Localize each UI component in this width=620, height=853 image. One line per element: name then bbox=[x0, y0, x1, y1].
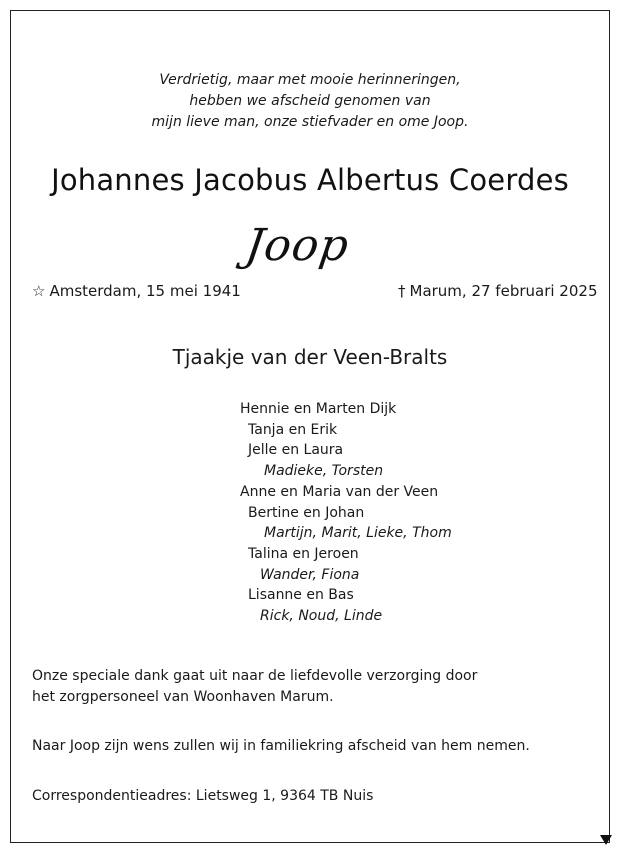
intro-line-3: mijn lieve man, onze stiefvader en ome Joop. bbox=[151, 114, 469, 130]
thanks-line-1: Onze speciale dank gaat uit naar de liefdevolle verzorging door bbox=[32, 668, 478, 684]
intro-line-1: Verdrietig, maar met mooie herinneringen, bbox=[159, 72, 461, 88]
death-info bbox=[398, 282, 597, 300]
family-member-row: Rick, Noud, Linde bbox=[260, 608, 383, 625]
star-icon: ☆ bbox=[32, 282, 46, 300]
family-member-row: Tanja en Erik bbox=[248, 421, 338, 438]
birth-place-date: Amsterdam, 15 mei 1941 bbox=[49, 282, 241, 300]
family-member-row: Talina en Jeroen bbox=[248, 545, 359, 562]
death-place-date: Marum, 27 februari 2025 bbox=[409, 282, 598, 300]
funeral-note: Naar Joop zijn wens zullen wij in familiekring afscheid van hem nemen. bbox=[32, 738, 530, 754]
scroll-down-arrow-icon[interactable] bbox=[600, 835, 612, 845]
birth-info bbox=[32, 282, 241, 300]
family-member-row: Wander, Fiona bbox=[260, 566, 360, 583]
thanks-line-2: het zorgpersoneel van Woonhaven Marum. bbox=[32, 689, 334, 705]
family-member-row: Anne en Maria van der Veen bbox=[240, 483, 439, 500]
family-member-row: Jelle en Laura bbox=[248, 442, 344, 459]
family-list bbox=[240, 399, 452, 627]
family-member-row: Martijn, Marit, Lieke, Thom bbox=[264, 525, 452, 542]
intro-line-2: hebben we afscheid genomen van bbox=[189, 93, 431, 109]
correspondence-address: Correspondentieadres: Lietsweg 1, 9364 TB Nuis bbox=[32, 788, 374, 804]
family-member-row: Lisanne en Bas bbox=[248, 587, 354, 604]
family-member-row: Bertine en Johan bbox=[248, 504, 365, 521]
deceased-nickname: Joop bbox=[242, 220, 353, 271]
cross-icon: † bbox=[398, 282, 406, 300]
family-member-row: Hennie en Marten Dijk bbox=[240, 401, 397, 417]
spouse-name: Tjaakje van der Veen-Bralts bbox=[172, 345, 448, 369]
thanks-text bbox=[32, 666, 477, 708]
family-member-row: Madieke, Torsten bbox=[264, 463, 384, 480]
intro-text bbox=[0, 70, 620, 133]
deceased-full-name: Johannes Jacobus Albertus Coerdes bbox=[51, 163, 569, 197]
